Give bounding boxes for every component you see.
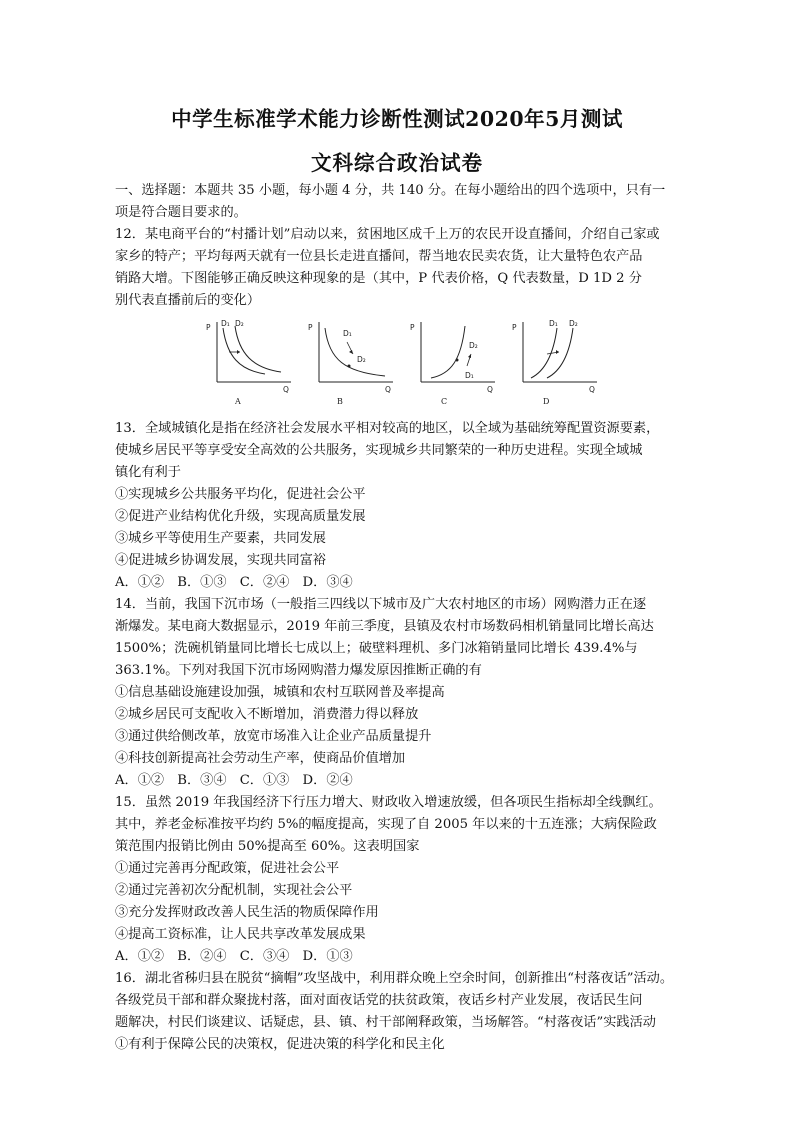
question-14-line: 1500%；洗碗机销量同比增长七成以上；破壁料理机、多门冰箱销量同比增长 439.4%与: [115, 641, 638, 656]
supply-curve: [431, 326, 465, 378]
question-14-line: 14．当前，我国下沉市场（一般指三四线以下城市及广大农村地区的市场）网购潜力正在逐: [115, 597, 647, 612]
question-14-line: 渐爆发。某电商大数据显示，2019 年前三季度，县镇及农村市场数码相机销量同比增长高达: [115, 619, 654, 634]
question-15-line: 其中，养老金标准按平均约 5%的幅度提高，实现了自 2005 年以来的十五连涨；大病保险政: [115, 817, 657, 832]
question-12-line: 别代表直播前后的变化）: [115, 293, 261, 308]
question-15-option: ①通过完善再分配政策，促进社会公平: [115, 861, 340, 876]
p-axis-label: P: [410, 323, 415, 332]
graph-option-label: D: [543, 397, 550, 406]
question-15-line: 策范围内报销比例由 50%提高至 60%。这表明国家: [115, 839, 420, 854]
question-14-option: ④科技创新提高社会劳动生产率，使商品价值增加: [115, 751, 406, 766]
question-13-option: ②促进产业结构优化升级，实现高质量发展: [115, 509, 366, 524]
question-15-option: ③充分发挥财政改善人民生活的物质保障作用: [115, 905, 379, 920]
d2-label: D₂: [469, 341, 478, 350]
graph-option-label: B: [337, 397, 343, 406]
question-13-choices: A．①② B．①③ C．②④ D．③④: [115, 575, 353, 590]
d2-label: D₂: [235, 319, 244, 328]
question-16-line: 16．湖北省秭归县在脱贫“摘帽”攻坚战中，利用群众晚上空余时间，创新推出“村落夜话”活动。: [115, 971, 674, 986]
q-axis-label: Q: [385, 385, 391, 394]
d1-label: D₁: [221, 319, 230, 328]
question-16-option: ①有利于保障公民的决策权，促进决策的科学化和民主化: [115, 1037, 445, 1052]
d1-label: D₁: [549, 319, 558, 328]
demand-graphs: [115, 316, 687, 412]
question-13-line: 使城乡居民平等享受安全高效的公共服务，实现城乡共同繁荣的一种历史进程。实现全域城: [115, 443, 643, 458]
question-14-option: ③通过供给侧改革，放宽市场准入让企业产品质量提升: [115, 729, 432, 744]
d1-label: D₁: [465, 371, 474, 380]
question-14-line: 363.1%。下列对我国下沉市场网购潜力爆发原因推断正确的有: [115, 663, 482, 678]
graph-d: [509, 316, 605, 408]
q-axis-label: Q: [283, 385, 289, 394]
question-13-option: ①实现城乡公共服务平均化，促进社会公平: [115, 487, 366, 502]
instruction-line: 项是符合题目要求的。: [115, 205, 247, 220]
question-15-option: ②通过完善初次分配机制，实现社会公平: [115, 883, 353, 898]
question-14-choices: A．①② B．③④ C．①③ D．②④: [115, 773, 353, 788]
p-axis-label: P: [512, 323, 517, 332]
q-axis-label: Q: [589, 385, 595, 394]
exam-title: 中学生标准学术能力诊断性测试2020年5月测试: [171, 107, 623, 131]
graph-c: [407, 316, 503, 408]
question-14-option: ②城乡居民可支配收入不断增加，消费潜力得以释放: [115, 707, 419, 722]
d1-label: D₁: [343, 329, 352, 338]
question-12-line: 销路大增。下图能够正确反映这种现象的是（其中，P 代表价格，Q 代表数量，D 1D 2 分: [115, 271, 642, 286]
question-15-choices: A．①② B．②④ C．③④ D．①③: [115, 949, 353, 964]
graph-a: [203, 316, 299, 408]
question-12-line: 12．某电商平台的“村播计划”启动以来，贫困地区成千上万的农民开设直播间，介绍自己家或: [115, 227, 660, 242]
graph-option-label: A: [235, 397, 241, 406]
question-15-line: 15．虽然 2019 年我国经济下行压力增大、财政收入增速放缓，但各项民生指标却全线飘红。: [115, 795, 662, 810]
instruction-line: 一、选择题：本题共 35 小题，每小题 4 分，共 140 分。在每小题给出的四个选项中，只有一: [115, 183, 666, 198]
question-16-line: 题解决，村民们谈建议、话疑虑，县、镇、村干部阐释政策，当场解答。“村落夜话”实践活动: [115, 1015, 656, 1030]
question-15-option: ④提高工资标准，让人民共享改革发展成果: [115, 927, 366, 942]
graph-b: [305, 316, 401, 408]
question-13-line: 镇化有利于: [115, 465, 181, 480]
question-12-line: 家乡的特产；平均每两天就有一位县长走进直播间，帮当地农民卖农货，让大量特色农产品: [115, 249, 643, 264]
demand-curve: [325, 328, 385, 376]
question-14-option: ①信息基础设施建设加强，城镇和农村互联网普及率提高: [115, 685, 445, 700]
p-axis-label: P: [206, 323, 211, 332]
d2-label: D₂: [569, 319, 578, 328]
graph-option-label: C: [441, 397, 448, 406]
q-axis-label: Q: [487, 385, 493, 394]
question-16-line: 各级党员干部和群众聚拢村落，面对面夜话党的扶贫政策，夜话乡村产业发展，夜话民生问: [115, 993, 643, 1008]
question-13-line: 13．全域城镇化是指在经济社会发展水平相对较高的地区，以全域为基础统筹配置资源要素，: [115, 421, 660, 436]
d2-label: D₂: [357, 355, 366, 364]
exam-subtitle: 文科综合政治试卷: [311, 151, 483, 175]
question-13-option: ④促进城乡协调发展，实现共同富裕: [115, 553, 326, 568]
exam-body: [115, 180, 687, 1056]
p-axis-label: P: [308, 323, 313, 332]
question-13-option: ③城乡平等使用生产要素，共同发展: [115, 531, 326, 546]
